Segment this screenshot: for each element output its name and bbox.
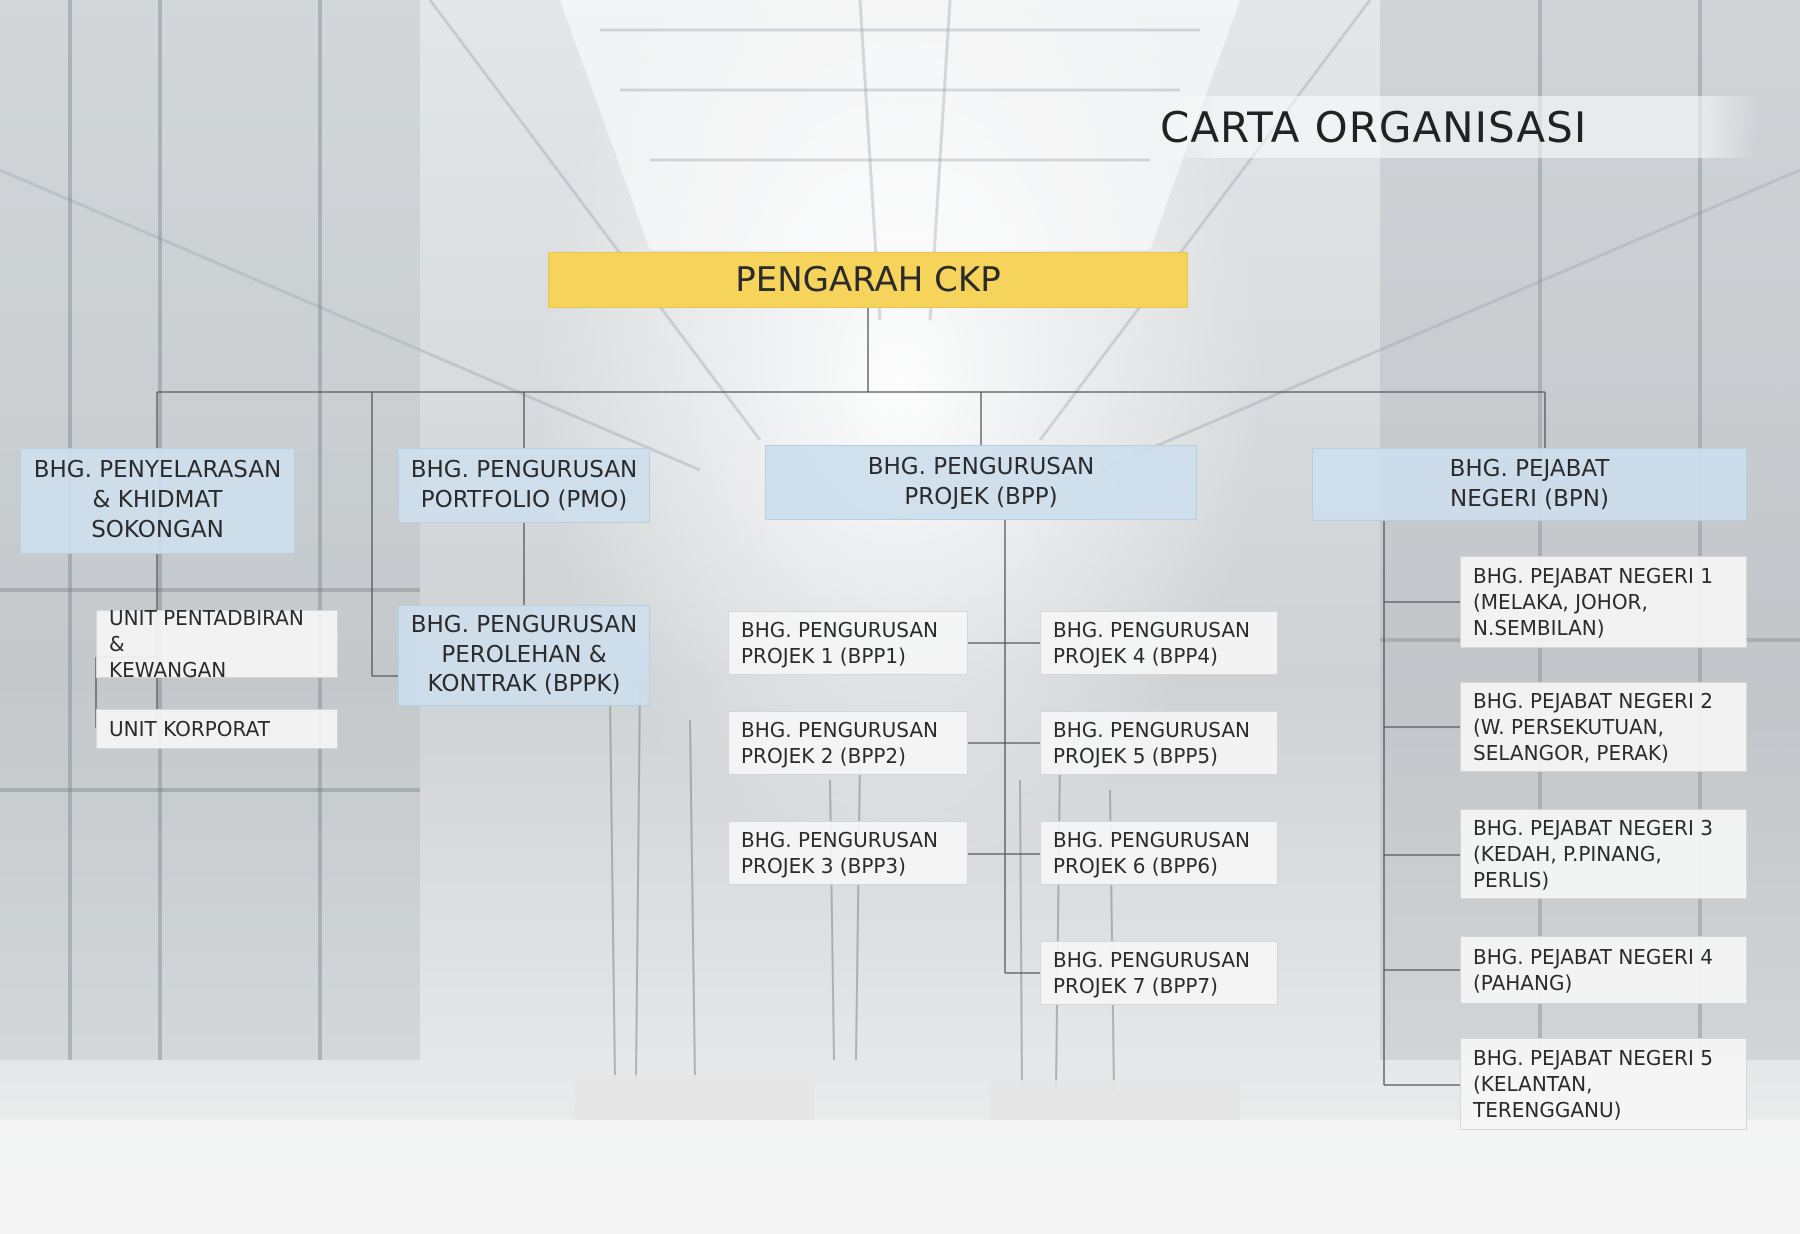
section-bpp1-box: BHG. PENGURUSAN PROJEK 1 (BPP1)	[728, 611, 968, 675]
section-bpp5-box: BHG. PENGURUSAN PROJEK 5 (BPP5)	[1040, 711, 1278, 775]
section-bpn2-box: BHG. PEJABAT NEGERI 2 (W. PERSEKUTUAN, SELANGOR, PERAK)	[1460, 682, 1747, 772]
division-bppk-box: BHG. PENGURUSAN PEROLEHAN & KONTRAK (BPPK)	[398, 605, 650, 706]
division-bpks-box: BHG. PENYELARASAN & KHIDMAT SOKONGAN	[20, 448, 295, 554]
section-bpp3-box: BHG. PENGURUSAN PROJEK 3 (BPP3)	[728, 821, 968, 885]
section-bpp6-box: BHG. PENGURUSAN PROJEK 6 (BPP6)	[1040, 821, 1278, 885]
page-title: CARTA ORGANISASI	[1160, 96, 1760, 158]
section-bpn3-box: BHG. PEJABAT NEGERI 3 (KEDAH, P.PINANG, PERLIS)	[1460, 809, 1747, 899]
section-bpn1-box: BHG. PEJABAT NEGERI 1 (MELAKA, JOHOR, N.SEMBILAN)	[1460, 556, 1747, 648]
division-bpn-box: BHG. PEJABAT NEGERI (BPN)	[1312, 448, 1747, 521]
section-bpn5-box: BHG. PEJABAT NEGERI 5 (KELANTAN, TERENGGANU)	[1460, 1038, 1747, 1130]
unit-pentadbiran-box: UNIT PENTADBIRAN & KEWANGAN	[96, 610, 338, 678]
section-bpp7-box: BHG. PENGURUSAN PROJEK 7 (BPP7)	[1040, 941, 1278, 1005]
section-bpp4-box: BHG. PENGURUSAN PROJEK 4 (BPP4)	[1040, 611, 1278, 675]
division-bpp-box: BHG. PENGURUSAN PROJEK (BPP)	[765, 445, 1197, 520]
director-box: PENGARAH CKP	[548, 252, 1188, 308]
division-pmo-box: BHG. PENGURUSAN PORTFOLIO (PMO)	[398, 448, 650, 523]
unit-korporat-box: UNIT KORPORAT	[96, 709, 338, 749]
section-bpn4-box: BHG. PEJABAT NEGERI 4 (PAHANG)	[1460, 936, 1747, 1004]
section-bpp2-box: BHG. PENGURUSAN PROJEK 2 (BPP2)	[728, 711, 968, 775]
